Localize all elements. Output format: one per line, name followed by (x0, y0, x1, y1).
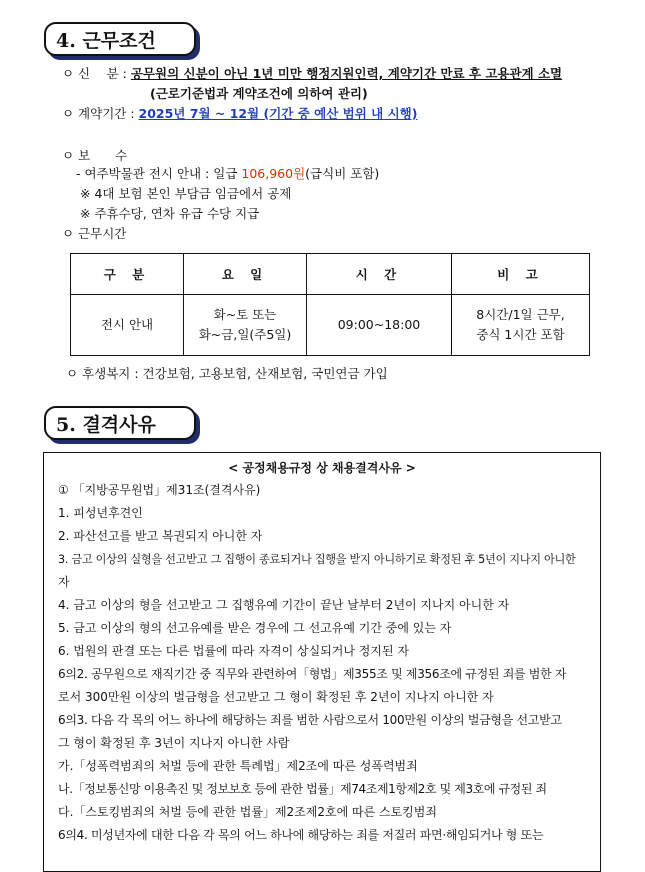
work-hours-table (70, 253, 590, 356)
note-line-2: 중식 1시간 포함 (476, 327, 565, 342)
list-item: 5. 금고 이상의 형의 선고유예를 받은 경우에 그 선고유예 기간 중에 있는 자 (58, 621, 452, 635)
list-item: 자 (58, 575, 70, 589)
table-row (71, 295, 590, 356)
period-label: ㅇ 계약기간 : (62, 106, 135, 121)
pay-prefix: - 여주박물관 전시 안내 : 일급 (76, 166, 242, 181)
list-item: 6. 법원의 판결 또는 다른 법률에 따라 자격이 상실되거나 정지된 자 (58, 644, 409, 658)
cell-category: 전시 안내 (71, 295, 184, 356)
header-note: 비 고 (452, 254, 590, 295)
note-line-1: 8시간/1일 근무, (476, 307, 565, 322)
list-item: 로서 300만원 이상의 벌금형을 선고받고 그 형이 확정된 후 2년이 지나지 아니한 자 (58, 690, 494, 704)
welfare: ㅇ 후생복지 : 건강보험, 고용보험, 산재보험, 국민연금 가입 (66, 366, 388, 381)
status-row (62, 66, 562, 82)
section-5-title: 5. 결격사유 (44, 406, 196, 440)
list-item: 3. 금고 이상의 실형을 선고받고 그 집행이 종료되거나 집행을 받지 아니하기로 확정된 후 5년이 지나지 아니한 (58, 553, 576, 566)
list-item: 가.「성폭력범죄의 처벌 등에 관한 특례법」제2조에 따른 성폭력범죄 (58, 759, 418, 773)
table-header-row (71, 254, 590, 295)
cell-note (452, 295, 590, 356)
status-value: 공무원의 신분이 아닌 1년 미만 행정지원인력, 계약기간 만료 후 고용관계 소멸 (130, 66, 563, 81)
list-item: 그 형이 확정된 후 3년이 지나지 아니한 사람 (58, 736, 290, 750)
pay-note-1: ※ 4대 보험 본인 부담금 임금에서 공제 (80, 186, 292, 201)
header-category: 구 분 (71, 254, 184, 295)
list-item: 6의3. 다음 각 목의 어느 하나에 해당하는 죄를 범한 사람으로서 100만원 이상의 벌금형을 선고받고 (58, 713, 562, 727)
days-line-2: 화~금,일(주5일) (198, 327, 292, 342)
days-line-1: 화~토 또는 (213, 307, 277, 322)
pay-line (76, 166, 379, 182)
status-note: (근로기준법과 계약조건에 의하여 관리) (150, 86, 368, 101)
section-4-title: 4. 근무조건 (44, 22, 196, 56)
pay-suffix: (급식비 포함) (305, 166, 380, 181)
disqualification-box (43, 452, 601, 872)
list-item: ① 「지방공무원법」제31조(결격사유) (58, 483, 261, 497)
box-header: < 공정채용규정 상 채용결격사유 > (228, 461, 416, 475)
pay-amount: 106,960원 (241, 166, 306, 181)
cell-time: 09:00~18:00 (307, 295, 452, 356)
period-value: 2025년 7월 ~ 12월 (기간 중 예산 범위 내 시행) (138, 106, 418, 121)
list-item: 나.「정보통신망 이용촉진 및 정보보호 등에 관한 법률」제74조제1항제2호 및 제3호에 규정된 죄 (58, 782, 547, 796)
pay-label: ㅇ 보 수 (62, 148, 128, 163)
list-item: 4. 금고 이상의 형을 선고받고 그 집행유예 기간이 끝난 날부터 2년이 지나지 아니한 자 (58, 598, 510, 612)
header-days: 요 일 (184, 254, 307, 295)
list-item: 6의2. 공무원으로 재직기간 중 직무와 관련하여「형법」제355조 및 제356조에 규정된 죄를 범한 자 (58, 667, 567, 681)
hours-label: ㅇ 근무시간 (62, 226, 127, 241)
header-time: 시 간 (307, 254, 452, 295)
status-label: ㅇ 신 분 : (62, 66, 127, 81)
period-row (62, 106, 417, 122)
list-item: 2. 파산선고를 받고 복권되지 아니한 자 (58, 529, 263, 543)
cell-days (184, 295, 307, 356)
list-item: 다.「스토킹범죄의 처벌 등에 관한 법률」제2조제2호에 따른 스토킹범죄 (58, 805, 437, 819)
list-item: 6의4. 미성년자에 대한 다음 각 목의 어느 하나에 해당하는 죄를 저질러 파면·해임되거나 형 또는 (58, 828, 544, 842)
list-item: 1. 피성년후견인 (58, 506, 143, 520)
pay-note-2: ※ 주휴수당, 연차 유급 수당 지급 (80, 206, 260, 221)
